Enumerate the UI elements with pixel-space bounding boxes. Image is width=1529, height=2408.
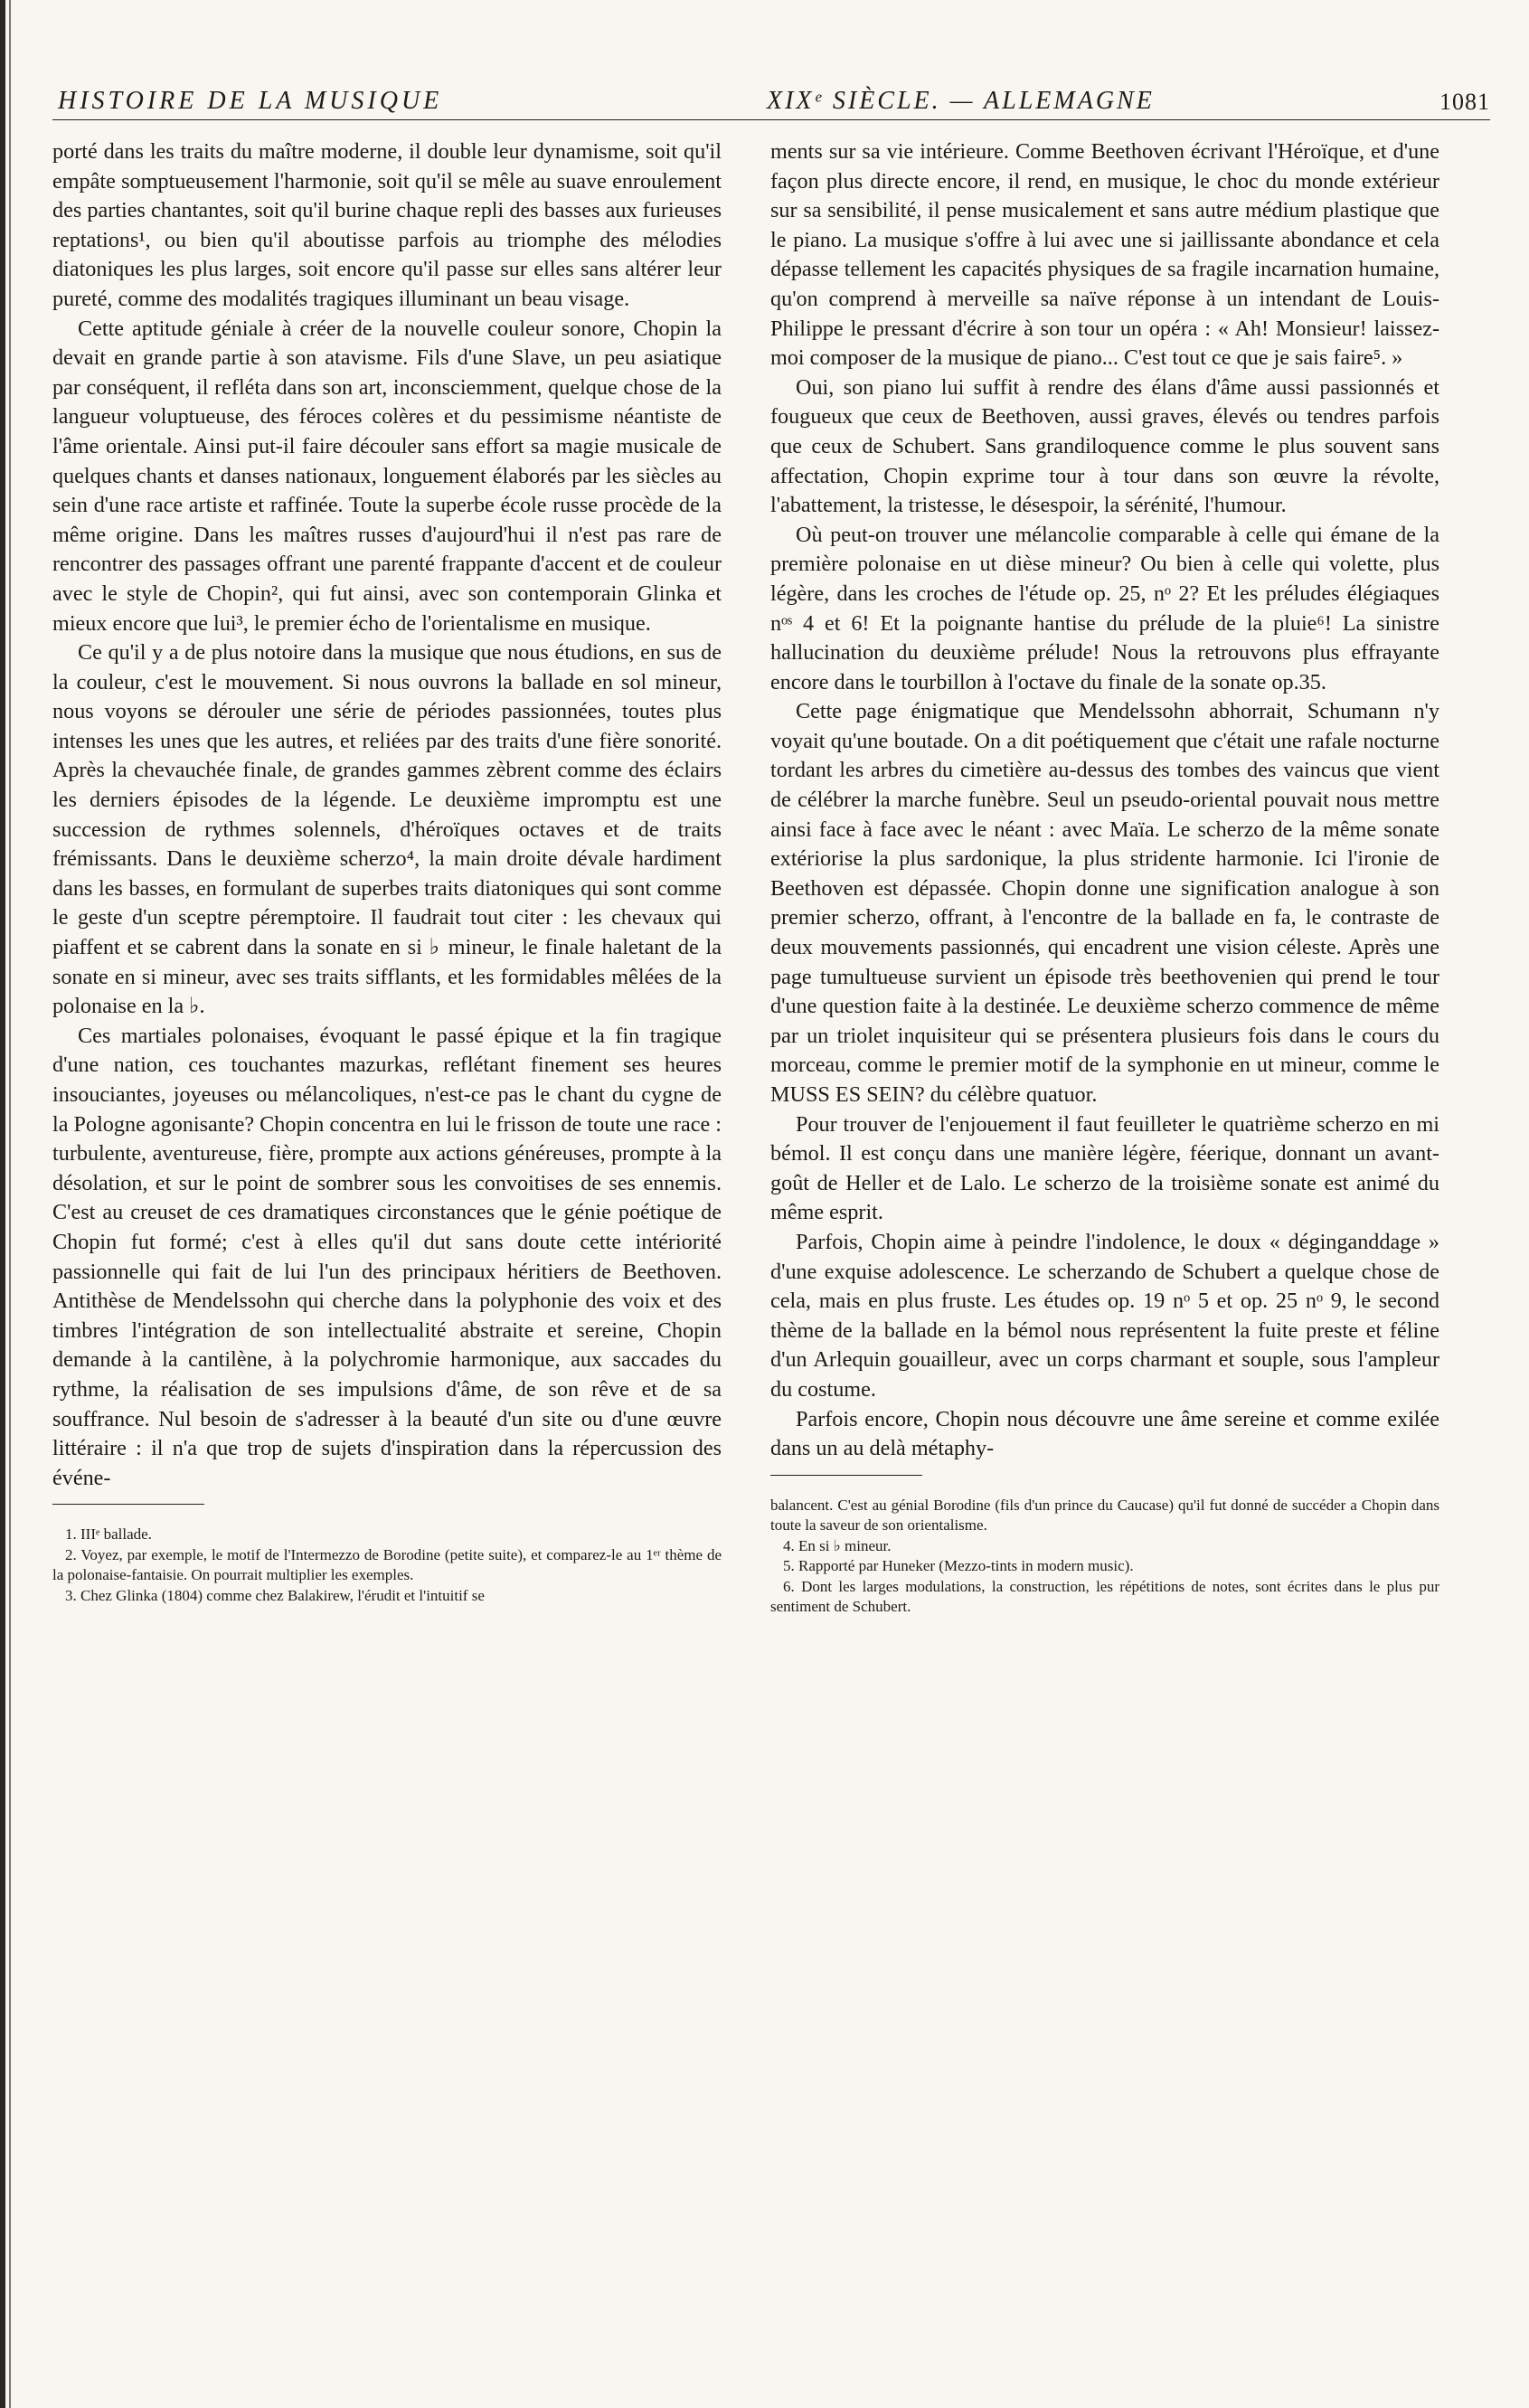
footnote-3: 3. Chez Glinka (1804) comme chez Balakirew, l'érudit et l'intuitif se xyxy=(65,1586,485,1604)
header-right-title: XIXᵉ SIÈCLE. — ALLEMAGNE xyxy=(767,87,1155,115)
right-paragraph-5: Pour trouver de l'enjouement il faut feuilleter le quatrième scherzo en mi bémol. Il est conçu dans une manière légère, féerique, donnant un avant-goût de Heller et de Lalo. Le scherzo de la troisième sonate est animé du même esprit. xyxy=(770,1111,1439,1225)
footnote-separator-right xyxy=(770,1475,922,1476)
book-spine-edge xyxy=(0,0,5,2408)
book-spine-line xyxy=(9,0,11,2408)
left-paragraph-2: Cette aptitude géniale à créer de la nouvelle couleur sonore, Chopin la devait en grande partie à son atavisme. Fils d'une Slave, un peu asiatique par conséquent, il refléta dans son art, inconsciemment, quelque chose de la langueur voluptueuse, des féroces colères et du pessimisme néantiste de l'âme orientale. Ainsi put-il faire découler sans effort sa magie musicale de quelques chants et danses nationaux, longuement élaborés par les siècles au sein d'une race artiste et raffinée. Toute la superbe école russe procède de la même origine. Dans les maîtres russes d'aujourd'hui il n'est pas rare de rencontrer des passages offrant une parenté frappante d'accent et de couleur avec le style de Chopin², qui fut ainsi, avec son contemporain Glinka et mieux encore que lui³, le premier écho de l'orientalisme en musique. xyxy=(52,316,722,636)
right-paragraph-4: Cette page énigmatique que Mendelssohn abhorrait, Schumann n'y voyait qu'une boutade. On a dit poétiquement que c'était une rafale nocturne tordant les arbres du cimetière au-dessus des tombes des vaincus que vient de célébrer la marche funèbre. Seul un pseudo-oriental pouvait nous mettre ainsi face à face avec le néant : avec Maïa. Le scherzo de la même sonate extériorise la plus sardonique, la plus stridente harmonie. Ici l'ironie de Beethoven est dépassée. Chopin donne une signification analogue à son premier scherzo, offrant, à l'encontre de la ballade en fa, le contraste de deux mouvements passionnés, qui encadrent une vision céleste. Après une page tumultueuse survient un épisode très beethovenien qui prend le tour d'une question faite à la destinée. Le deuxième scherzo commence de même par un triolet inquisiteur qui se présentera plusieurs fois dans le cours du morceau, comme le premier motif de la symphonie en ut mineur, comme le MUSS ES SEIN? du célèbre quatuor. xyxy=(770,699,1439,1107)
left-paragraph-4: Ces martiales polonaises, évoquant le passé épique et la fin tragique d'une nation, ces touchantes mazurkas, reflétant finement ses heures insouciantes, joyeuses ou mélancoliques, n'est-ce pas le chant du cygne de la Pologne agonisante? Chopin concentra en lui le frisson de toute une race : turbulente, aventureuse, fière, prompte aux actions généreuses, prompte à la désolation, et sur le point de sombrer sous les convoitises de ses ennemis. C'est au creuset de ces dramatiques circonstances que le génie poétique de Chopin fut formé; c'est à elles qu'il dut sans doute cette intériorité passionnelle qui fait de lui l'un des principaux héritiers de Beethoven. Antithèse de Mendelssohn qui cherche dans la polyphonie des voix et des timbres l'intégration de son intellectualité abstraite et sereine, Chopin demande à la cantilène, à la polychromie harmonique, aux saccades du rythme, la réalisation de ses impulsions d'âme, de son rêve et de sa souffrance. Nul besoin de s'adresser à la beauté d'un site ou d'une œuvre littéraire : il n'a que trop de sujets d'inspiration dans la répercussion des événe- xyxy=(52,1023,722,1490)
right-column xyxy=(770,137,1439,1618)
right-paragraph-2: Oui, son piano lui suffit à rendre des élans d'âme aussi passionnés et fougueux que ceux de Beethoven, aussi graves, élevés ou tendres parfois que ceux de Schubert. Sans grandiloquence comme le plus souvent sans affectation, Chopin exprime tour à tour dans son œuvre la révolte, l'abattement, la tristesse, le désespoir, la sérénité, l'humour. xyxy=(770,374,1439,518)
footnote-3-continued: balancent. C'est au génial Borodine (fils d'un prince du Caucase) qu'il fut donné de succéder a Chopin dans toute la saveur de son orientalisme. xyxy=(770,1496,1439,1535)
footnote-2: 2. Voyez, par exemple, le motif de l'Intermezzo de Borodine (petite suite), et comparez-le au 1ᵉʳ thème de la polonaise-fantaisie. On pourrait multiplier les exemples. xyxy=(52,1545,722,1584)
left-paragraph-1: porté dans les traits du maître moderne, il double leur dynamisme, soit qu'il empâte somptueusement l'harmonie, soit qu'il se mêle au suave enroulement des parties chantantes, soit qu'il burine chaque repli des basses aux furieuses reptations¹, ou bien qu'il aboutisse parfois au triomphe des mélodies diatoniques les plus larges, soit encore qu'il passe sur elles sans altérer leur pureté, comme des modalités tragiques illuminant un beau visage. xyxy=(52,139,722,311)
footnote-5: 5. Rapporté par Huneker (Mezzo-tints in modern music). xyxy=(783,1557,1134,1575)
header-left-title: HISTOIRE DE LA MUSIQUE xyxy=(58,87,443,115)
left-body-text xyxy=(52,137,722,1493)
right-footnotes xyxy=(770,1496,1439,1618)
footnote-6: 6. Dont les larges modulations, la construction, les répétitions de notes, sont écrites dans le plus pur sentiment de Schubert. xyxy=(770,1577,1439,1616)
right-paragraph-1: ments sur sa vie intérieure. Comme Beethoven écrivant l'Héroïque, et d'une façon plus directe encore, il rend, en musique, le choc du monde extérieur sur sa sensibilité, il pense musicalement et sans autre médium plastique que le piano. La musique s'offre à lui avec une si jaillissante abondance et cela dépasse tellement les capacités physiques de sa fragile incarnation humaine, qu'on comprend à merveille sa naïve réponse à un intendant de Louis-Philippe le pressant d'écrire à son tour un opéra : « Ah! Monsieur! laissez-moi composer de la musique de piano... C'est tout ce que je sais faire⁵. » xyxy=(770,139,1439,371)
right-paragraph-6: Parfois, Chopin aime à peindre l'indolence, le doux « déginganddage » d'une exquise adolescence. Le scherzando de Schubert a quelque chose de cela, mais en plus fruste. Les études op. 19 nᵒ 5 et op. 25 nᵒ 9, le second thème de la ballade en la bémol nous représentent la fuite preste et féline d'un Arlequin gouailleur, avec un corps charmant et souple, sous l'ampleur du costume. xyxy=(770,1229,1439,1402)
right-paragraph-3: Où peut-on trouver une mélancolie comparable à celle qui émane de la première polonaise en ut dièse mineur? Ou bien à celle qui volette, plus légère, dans les croches de l'étude op. 25, nᵒ 2? Et les préludes élégiaques nᵒˢ 4 et 6! Et la poignante hantise du prélude de la pluie⁶! La sinistre hallucination du deuxième prélude! Nous la retrouvons plus effrayante encore dans le tourbillon à l'octave du finale de la sonate op.35. xyxy=(770,522,1439,694)
left-paragraph-3: Ce qu'il y a de plus notoire dans la musique que nous étudions, en sus de la couleur, c'est le mouvement. Si nous ouvrons la ballade en sol mineur, nous voyons se dérouler une série de périodes passionnées, toutes plus intenses les unes que les autres, et reliées par des traits d'une fière sonorité. Après la chevauchée finale, de grandes gammes zèbrent comme des éclairs les derniers épisodes de la légende. Le deuxième impromptu est une succession de rythmes solennels, d'héroïques octaves et de traits frémissants. Dans le deuxième scherzo⁴, la main droite dévale hardiment dans les basses, en formulant de superbes traits diatoniques qui sont comme le geste d'un sceptre péremptoire. Il faudrait tout citer : les chevaux qui piaffent et se cabrent dans la sonate en si ♭ mineur, le finale haletant de la sonate en si mineur, avec ses traits sifflants, et les formidables mêlées de la polonaise en la ♭. xyxy=(52,640,722,1019)
left-footnotes xyxy=(52,1525,722,1606)
left-column xyxy=(52,137,722,1606)
right-paragraph-7: Parfois encore, Chopin nous découvre une âme sereine et comme exilée dans un au delà métaphy- xyxy=(770,1406,1439,1461)
running-header xyxy=(52,83,1490,120)
book-page xyxy=(52,83,1490,1616)
footnote-4: 4. En si ♭ mineur. xyxy=(783,1536,892,1554)
footnote-separator xyxy=(52,1504,204,1505)
right-body-text xyxy=(770,137,1439,1464)
footnote-1: 1. IIIᵉ ballade. xyxy=(65,1525,152,1544)
page-number: 1081 xyxy=(1439,89,1490,115)
